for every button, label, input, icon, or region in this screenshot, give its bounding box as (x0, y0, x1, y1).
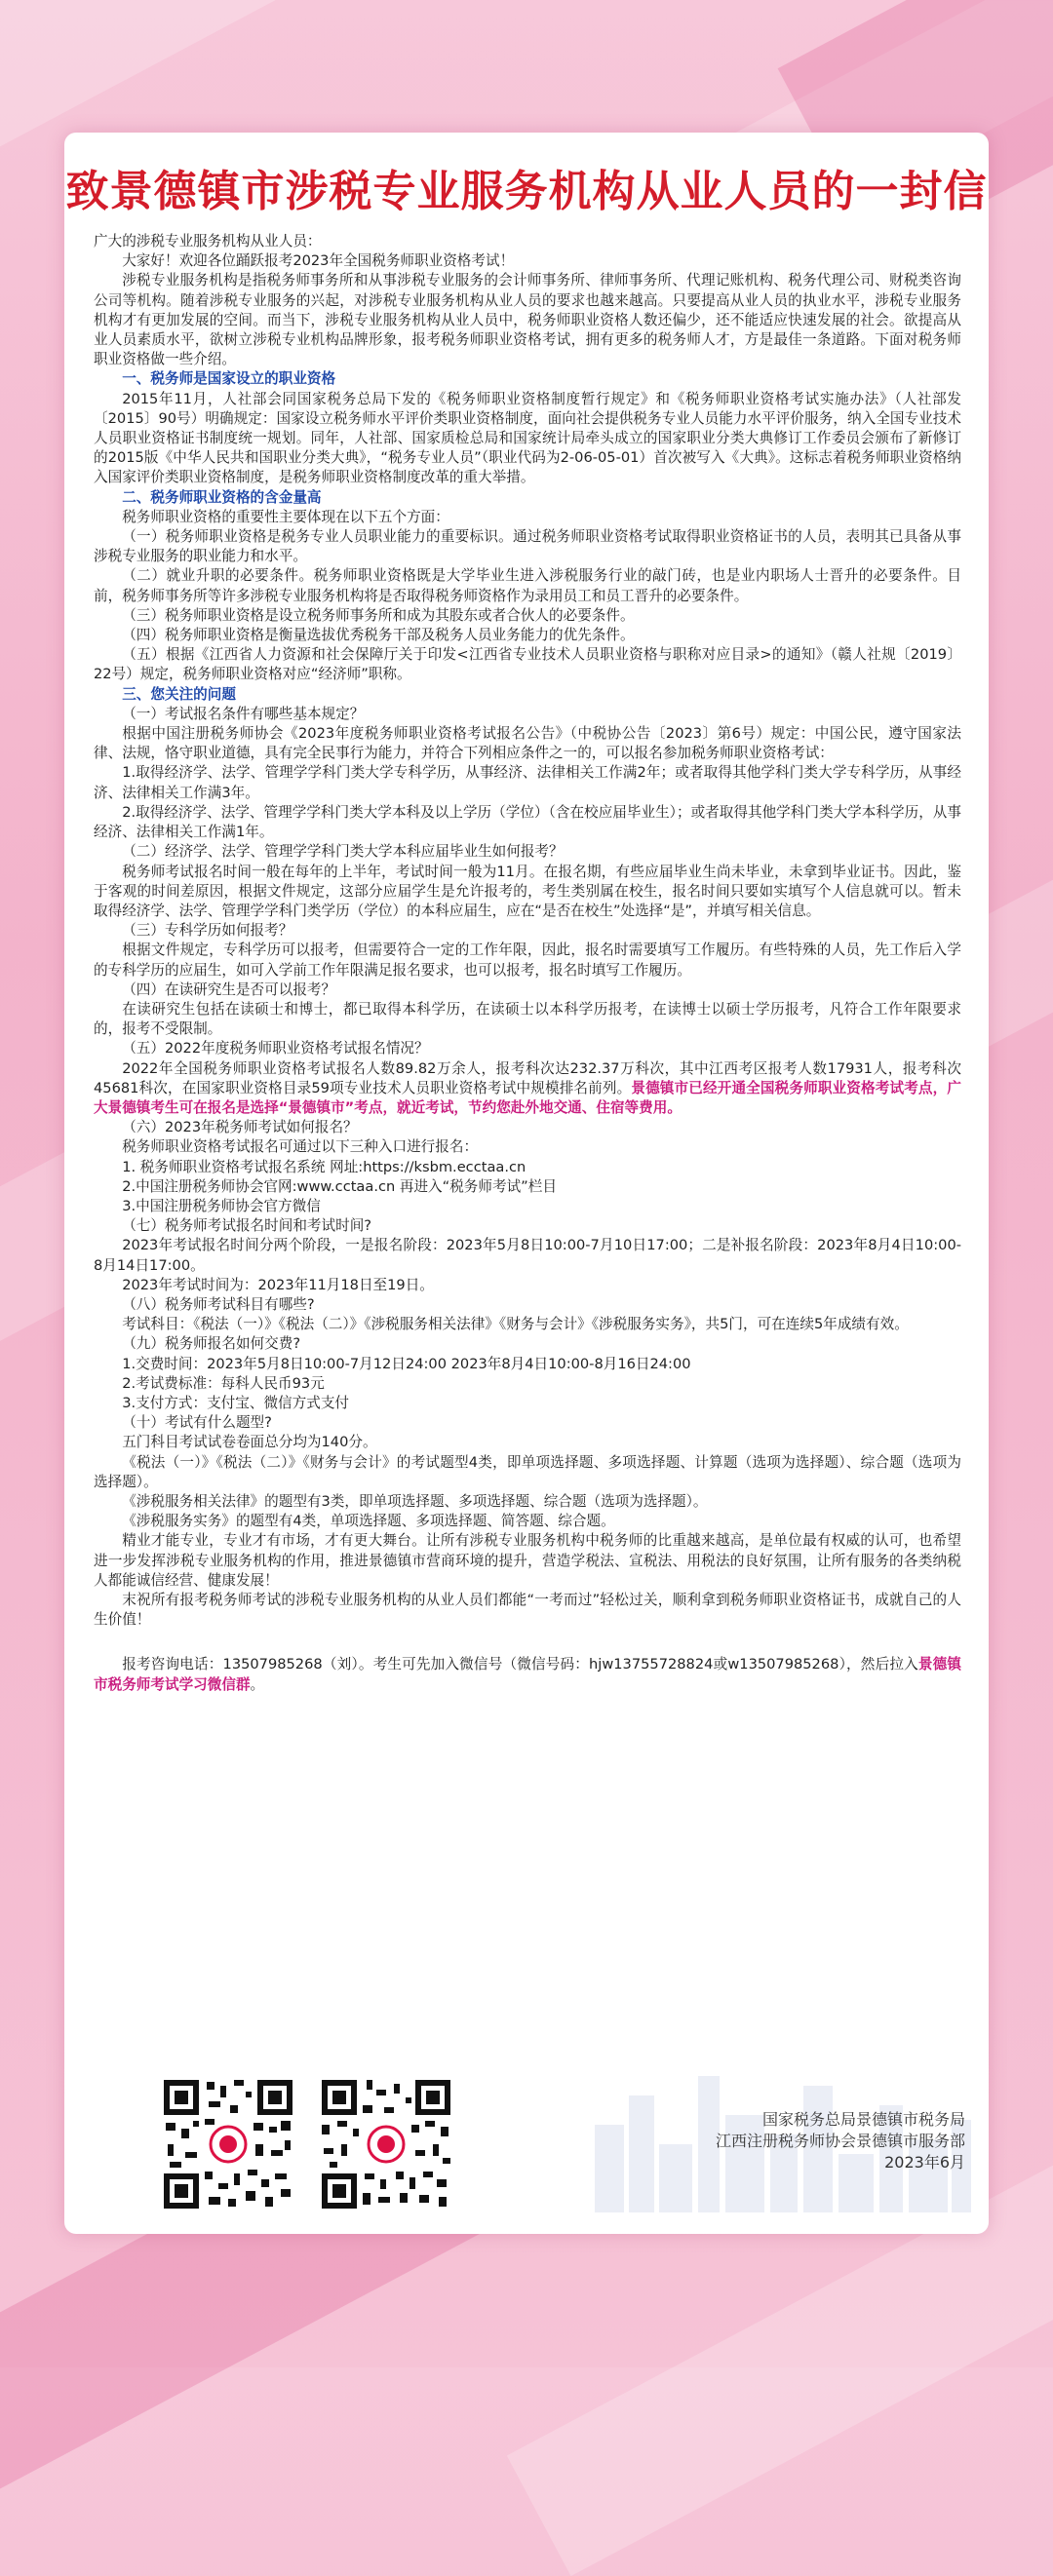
qr-code-icon (318, 2076, 454, 2212)
list-item: （二）就业升职的必要条件。税务师职业资格既是大学毕业生进入涉税服务行业的敲门砖，也是业内职场人士晋升的必要条件。目前，税务师事务所等许多涉税专业服务机构将是否取得税务师资格作为录用员工和员工晋升的必要条件。 (94, 567, 961, 604)
issuer-tax-bureau: 国家税务总局景德镇市税务局 (761, 2110, 965, 2129)
intro-paragraph: 涉税专业服务机构是指税务师事务所和从事涉税专业服务的会计师事务所、律师事务所、代理记账机构、税务代理公司、财税类咨询公司等机构。随着涉税专业服务的兴起，对涉税专业服务机构从业人员的要求也越来越高。只要提高从业人员的执业水平，涉税专业服务机构才有更加发展的空间。而当下，涉税专业服务机构从业人员中，税务师职业资格人数还偏少，还不能适应快速发展的社会。欲提高从业人员素质水平，欲树立涉税专业机构品牌形象，报考税务师职业资格考试，拥有更多的税务师人才，方是最佳一条道路。下面对税务师职业资格做一些介绍。 (94, 272, 961, 368)
registration-entry: 1. 税务师职业资格考试报名系统 网址:https://ksbm.ecctaa.cn (122, 1158, 526, 1175)
question: （四）在读研究生是否可以报考？ (122, 980, 336, 998)
answer-paragraph: 1.取得经济学、法学、管理学学科门类大学专科学历，从事经济、法律相关工作满2年；或者取得其他学科门类大学专科学历，从事经济、法律相关工作满3年。 (94, 764, 961, 801)
contact-info (94, 1655, 961, 1694)
answer-paragraph: 3.支付方式：支付宝、微信方式支付 (122, 1394, 350, 1411)
question: （八）税务师考试科目有哪些? (122, 1295, 315, 1313)
section-heading: 三、您关注的问题 (122, 685, 236, 703)
section-heading: 一、税务师是国家设立的职业资格 (122, 370, 336, 388)
section-paragraph: 税务师职业资格的重要性主要体现在以下五个方面： (122, 508, 449, 525)
issuer-association: 江西注册税务师协会景德镇市服务部 (715, 2132, 965, 2150)
registration-entry: 2.中国注册税务师协会官网:www.cctaa.cn 再进入“税务师考试”栏目 (122, 1177, 557, 1195)
question: （九）税务师报名如何交费? (122, 1335, 301, 1353)
wechat-group-highlight: 景德镇市税务师考试学习微信群 (94, 1656, 961, 1693)
registration-entry: 3.中国注册税务师协会官方微信 (122, 1197, 321, 1214)
answer-paragraph: 2.取得经济学、法学、管理学学科门类大学本科及以上学历（学位）（含在校应届毕业生）；或者取得其他学科门类大学本科学历，从事经济、法律相关工作满1年。 (94, 803, 961, 841)
section-paragraph: 2015年11月，人社部会同国家税务总局下发的《税务师职业资格制度暂行规定》和《税务师职业资格考试实施办法》（人社部发〔2015〕90号）明确规定：国家设立税务师水平评价类职业资格制度，面向社会提供税务专业人员能力水平评价服务，纳入全国专业技术人员职业资格证书制度统一规划。同年，人社部、国家质检总局和国家统计局牵头成立的国家职业分类大典修订工作委员会颁布了新修订的2015版《中华人民共和国职业分类大典》，“税务专业人员”（职业代码为2-06-05-01）首次被写入《大典》。这标志着税务师职业资格纳入国家评价类职业资格制度，是税务师职业资格制度改革的重大举措。 (94, 390, 961, 486)
answer-text: 2022年全国税务师职业资格考试报名人数89.82万余人，报考科次达232.37万科次，其中江西考区报考人数17931人，报考科次45681科次，在国家职业资格目录59项专业技术人员职业资格考试中规模排名前列。 (94, 1059, 961, 1096)
answer-paragraph: 1.交费时间：2023年5月8日10:00-7月12日24:00 2023年8月4日10:00-8月16日24:00 (122, 1355, 691, 1372)
contact-end: 。 (250, 1675, 265, 1693)
list-item: （四）税务师职业资格是衡量选拔优秀税务干部及税务人员业务能力的优先条件。 (122, 627, 635, 644)
question: （七）税务师考试报名时间和考试时间? (122, 1217, 372, 1235)
answer-paragraph: 税务师考试报名时间一般在每年的上半年，考试时间一般为11月。在报名期，有些应届毕业生尚未毕业，未拿到毕业证书。因此，鉴于客观的时间差原因，根据文件规定，这部分应届学生是允许报考的，考生类别属在校生，报名时间只要如实填写个人信息就可以。暂未取得经济学、法学、管理学学科门类学历（学位）的本科应届生，应在“是否在校生”处选择“是”，并填写相关信息。 (94, 863, 961, 919)
closing-paragraph: 末祝所有报考税务师考试的涉税专业服务机构的从业人员们都能“一考而过”轻松过关，顺利拿到税务师职业资格证书，成就自己的人生价值！ (94, 1592, 961, 1629)
answer-paragraph: 税务师职业资格考试报名可通过以下三种入口进行报名： (122, 1138, 479, 1156)
qr-code (318, 2076, 454, 2212)
intro-paragraph: 大家好！欢迎各位踊跃报考2023年全国税务师职业资格考试！ (122, 252, 515, 270)
list-item: （三）税务师职业资格是设立税务师事务所和成为其股东或者合伙人的必要条件。 (122, 606, 635, 624)
section-heading: 二、税务师职业资格的含金量高 (122, 488, 322, 506)
answer-paragraph (94, 1059, 961, 1119)
issue-date: 2023年6月 (884, 2153, 965, 2172)
list-item: （五）根据《江西省人力资源和社会保障厅关于印发<江西省专业技术人员职业资格与职称对应目录>的通知》（赣人社规〔2019〕22号）规定，税务师职业资格对应“经济师”职称。 (94, 646, 961, 683)
answer-paragraph: 考试科目：《税法（一）》《税法（二）》《涉税服务相关法律》《财务与会计》《涉税服务实务》，共5门，可在连续5年成绩有效。 (122, 1316, 909, 1333)
qr-code (160, 2076, 296, 2212)
answer-paragraph: 《涉税服务实务》的题型有4类，单项选择题、多项选择题、简答题、综合题。 (122, 1513, 615, 1530)
closing-paragraph: 精业才能专业，专业才有市场，才有更大舞台。让所有涉税专业服务机构中税务师的比重越来越高，是单位最有权威的认可，也希望进一步发挥涉税专业服务机构的作用，推进景德镇市营商环境的提升，营造学税法、宣税法、用税法的良好氛围，让所有服务的各类纳税人都能诚信经营、健康发展！ (94, 1532, 961, 1589)
question: （三）专科学历如何报考？ (122, 922, 293, 940)
question: （十）考试有什么题型? (122, 1414, 272, 1432)
answer-paragraph: 2023年考试报名时间分两个阶段，一是报名阶段：2023年5月8日10:00-7月10日17:00；二是补报名阶段：2023年8月4日10:00-8月14日17:00。 (94, 1237, 961, 1274)
answer-paragraph: 《涉税服务相关法律》的题型有3类，即单项选择题、多项选择题、综合题（选项为选择题）。 (122, 1493, 708, 1510)
question: （六）2023年税务师考试如何报名？ (122, 1119, 358, 1136)
answer-paragraph: 在读研究生包括在读硕士和博士，都已取得本科学历，在读硕士以本科学历报考，在读博士以硕士学历报考，凡符合工作年限要求的，报考不受限制。 (94, 1000, 961, 1038)
list-item: （一）税务师职业资格是税务专业人员职业能力的重要标识。通过税务师职业资格考试取得职业资格证书的人员，表明其已具备从事涉税专业服务的职业能力和水平。 (94, 528, 961, 565)
answer-paragraph: 2.考试费标准：每科人民币93元 (122, 1374, 325, 1392)
answer-paragraph: 《税法（一）》《税法（二）》《财务与会计》的考试题型4类，即单项选择题、多项选择题、计算题（选项为选择题）、综合题（选项为选择题）。 (94, 1453, 961, 1490)
signature-block (575, 2109, 965, 2173)
question: （一）考试报名条件有哪些基本规定？ (122, 705, 365, 722)
letter-body (94, 232, 961, 1695)
exam-site-highlight: 景德镇市已经开通全国税务师职业资格考试考点，广大景德镇考生可在报名是选择“景德镇市”考点，就近考试，节约您赴外地交通、住宿等费用。 (94, 1079, 961, 1116)
qr-code-icon (160, 2076, 296, 2212)
question: （五）2022年度税务师职业资格考试报名情况？ (122, 1040, 429, 1057)
answer-paragraph: 五门科目考试试卷卷面总分均为140分。 (122, 1434, 377, 1451)
answer-paragraph: 2023年考试时间为：2023年11月18日至19日。 (122, 1276, 434, 1293)
question: （二）经济学、法学、管理学学科门类大学本科应届毕业生如何报考？ (122, 843, 564, 861)
contact-text: 报考咨询电话：13507985268（刘）。考生可先加入微信号（微信号码：hjw13755728824或w13507985268），然后拉入 (122, 1656, 918, 1673)
greeting: 广大的涉税专业服务机构从业人员： (94, 233, 322, 250)
page-title: 致景德镇市涉税专业服务机构从业人员的一封信 (65, 167, 988, 216)
answer-paragraph: 根据文件规定，专科学历可以报考，但需要符合一定的工作年限，因此，报名时需要填写工作履历。有些特殊的人员，先工作后入学的专科学历的应届生，如可入学前工作年限满足报名要求，也可以报考，报名时填写工作履历。 (94, 942, 961, 979)
answer-paragraph: 根据中国注册税务师协会《2023年度税务师职业资格考试报名公告》（中税协公告〔2023〕第6号）规定：中国公民，遵守国家法律、法规，恪守职业道德，具有完全民事行为能力，并符合下列相应条件之一的，可以报名参加税务师职业资格考试： (94, 725, 961, 762)
